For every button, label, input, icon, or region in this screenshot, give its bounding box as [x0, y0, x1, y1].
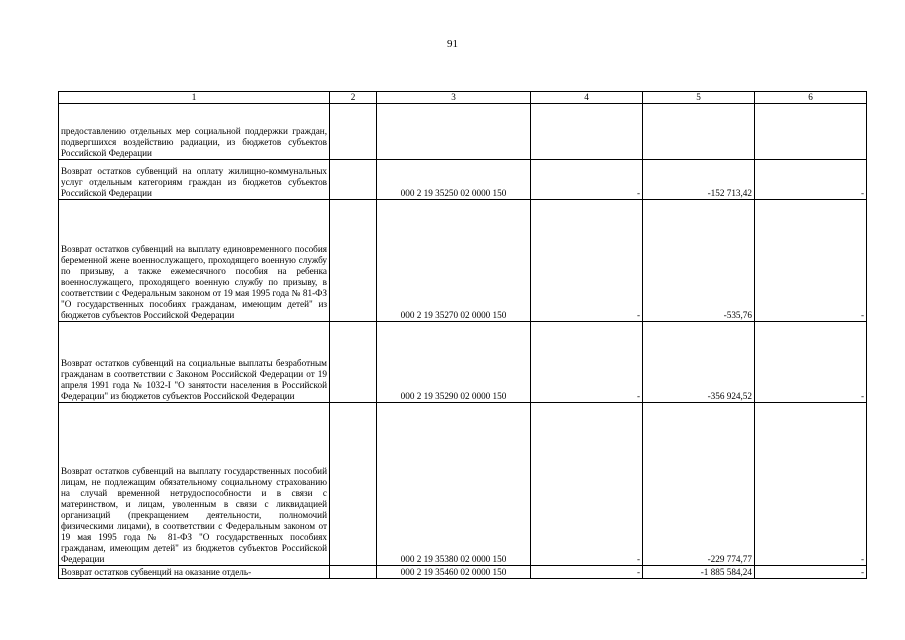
row-description: Возврат остатков субвенций на оплату жилищно-коммунальных услуг отдельным категориям граждан из бюджетов субъектов Российской Федерации	[59, 160, 330, 200]
row-col2	[330, 566, 377, 579]
table-row	[59, 403, 867, 566]
row-description: предоставлению отдельных мер социальной поддержки граждан, подвергшихся воздействию радиации, из бюджетов субъектов Российской Федерации	[59, 104, 330, 160]
header-col-2: 2	[330, 92, 377, 104]
page-number: 91	[447, 38, 458, 50]
row-col6: -	[755, 200, 867, 322]
row-code: 000 2 19 35460 02 0000 150	[377, 566, 531, 579]
row-col4: -	[531, 200, 643, 322]
budget-table	[58, 91, 867, 579]
header-col-1: 1	[59, 92, 330, 104]
table-row	[59, 200, 867, 322]
table-row	[59, 160, 867, 200]
row-col2	[330, 104, 377, 160]
row-col5: -152 713,42	[643, 160, 755, 200]
header-row	[59, 92, 867, 104]
row-col4	[531, 104, 643, 160]
row-col6	[755, 104, 867, 160]
header-col-5: 5	[643, 92, 755, 104]
row-col5: -229 774,77	[643, 403, 755, 566]
row-col6: -	[755, 160, 867, 200]
row-col2	[330, 200, 377, 322]
row-col4: -	[531, 322, 643, 403]
row-col6: -	[755, 566, 867, 579]
table-row	[59, 104, 867, 160]
row-col6: -	[755, 322, 867, 403]
row-code	[377, 104, 531, 160]
row-description: Возврат остатков субвенций на выплату государственных пособий лицам, не подлежащим обязательному социальному страхованию на случай временной нетрудоспособности и в связи с материнством, и лицам, уволенным в связи с ликвидацией организаций (прекращением деятельности, полномочий физическими лицами), в соответствии с Федеральным законом от 19 мая 1995 года № 81-ФЗ "О государственных пособиях гражданам, имеющим детей" из бюджетов субъектов Российской Федерации	[59, 403, 330, 566]
row-code: 000 2 19 35270 02 0000 150	[377, 200, 531, 322]
row-code: 000 2 19 35290 02 0000 150	[377, 322, 531, 403]
header-col-4: 4	[531, 92, 643, 104]
row-col5: -1 885 584,24	[643, 566, 755, 579]
row-col5: -535,76	[643, 200, 755, 322]
row-col2	[330, 403, 377, 566]
row-col2	[330, 322, 377, 403]
row-col4: -	[531, 566, 643, 579]
row-col5: -356 924,52	[643, 322, 755, 403]
header-col-6: 6	[755, 92, 867, 104]
row-code: 000 2 19 35250 02 0000 150	[377, 160, 531, 200]
header-col-3: 3	[377, 92, 531, 104]
row-description: Возврат остатков субвенций на социальные выплаты безработным гражданам в соответствии с Законом Российской Федерации от 19 апреля 1991 года № 1032-I "О занятости населения в Российской Федерации" из бюджетов субъектов Российской Федерации	[59, 322, 330, 403]
row-description: Возврат остатков субвенций на оказание отдель-	[59, 566, 330, 579]
table-row	[59, 566, 867, 579]
row-description: Возврат остатков субвенций на выплату единовременного пособия беременной жене военнослужащего, проходящего военную службу по призыву, а также ежемесячного пособия на ребенка военнослужащего, проходящего военную службу по призыву, в соответствии с Федеральным законом от 19 мая 1995 года № 81-ФЗ "О государственных пособиях гражданам, имеющим детей" из бюджетов субъектов Российской Федерации	[59, 200, 330, 322]
table-row	[59, 322, 867, 403]
row-col5	[643, 104, 755, 160]
row-code: 000 2 19 35380 02 0000 150	[377, 403, 531, 566]
row-col4: -	[531, 403, 643, 566]
row-col2	[330, 160, 377, 200]
row-col4: -	[531, 160, 643, 200]
row-col6: -	[755, 403, 867, 566]
